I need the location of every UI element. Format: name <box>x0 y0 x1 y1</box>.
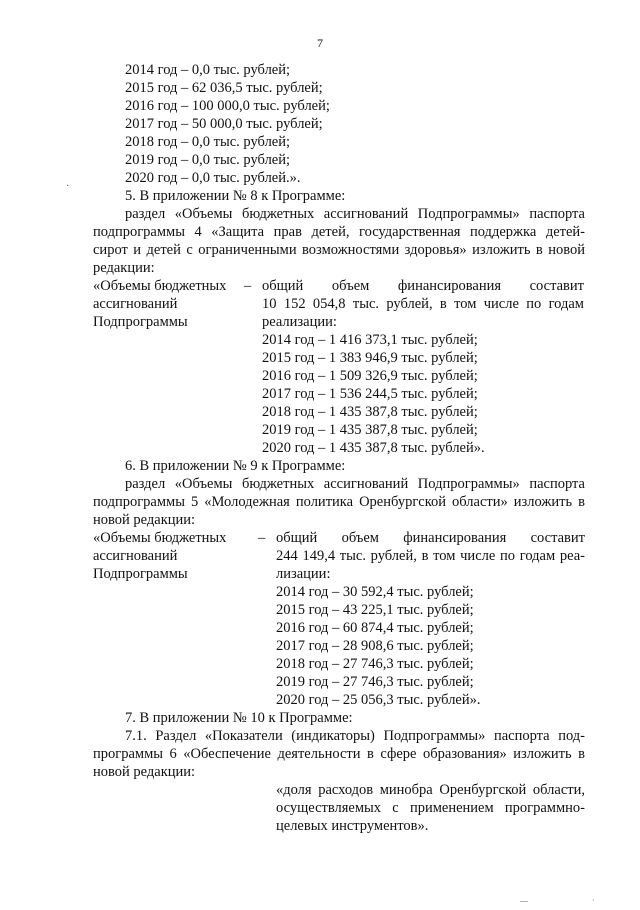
section-heading: 7. В приложении № 10 к Программе: <box>125 710 353 726</box>
financing-line: реализации: <box>262 314 337 330</box>
scan-speck: · <box>592 896 595 905</box>
section-heading: 5. В приложении № 8 к Программе: <box>125 188 346 204</box>
year-line: 2014 год – 1 416 373,1 тыс. рублей; <box>262 332 478 348</box>
year-line: 2017 год – 28 908,6 тыс. рублей; <box>276 638 474 654</box>
year-line: 2015 год – 1 383 946,9 тыс. рублей; <box>262 350 478 366</box>
paragraph-line: редакции: <box>93 260 155 276</box>
paragraph-line: раздел «Объемы бюджетных ассигнований Подпрограммы» паспорта <box>125 476 585 492</box>
year-line: 2019 год – 0,0 тыс. рублей; <box>125 152 291 168</box>
volume-label: «Объемы бюджетных ассигнований Подпрограммы <box>93 278 227 331</box>
quote-line: целевых инструментов». <box>276 818 429 834</box>
dash: – <box>258 530 266 546</box>
year-line: 2014 год – 0,0 тыс. рублей; <box>125 62 291 78</box>
paragraph-line: подпрограммы 4 «Защита прав детей, государственная поддержка детей- <box>93 224 585 240</box>
paragraph-line: новой редакции: <box>93 512 196 528</box>
quote-line: «доля расходов минобра Оренбургской области, <box>276 782 585 798</box>
paragraph-line: сирот и детей с ограниченными возможностями здоровья» изложить в новой <box>93 242 585 258</box>
paragraph-line: новой редакции: <box>93 764 196 780</box>
year-line: 2016 год – 60 874,4 тыс. рублей; <box>276 620 474 636</box>
paragraph-line: подпрограммы 5 «Молодежная политика Оренбургской области» изложить в <box>93 494 585 510</box>
year-line: 2018 год – 0,0 тыс. рублей; <box>125 134 291 150</box>
year-line: 2019 год – 27 746,3 тыс. рублей; <box>276 674 474 690</box>
year-line: 2018 год – 27 746,3 тыс. рублей; <box>276 656 474 672</box>
volume-label: «Объемы бюджетных ассигнований Подпрограммы <box>93 530 227 583</box>
financing-line: лизации: <box>276 566 331 582</box>
year-line: 2016 год – 1 509 326,9 тыс. рублей; <box>262 368 478 384</box>
dash: – <box>244 278 252 294</box>
scan-speck: · <box>66 181 70 192</box>
year-line: 2020 год – 25 056,3 тыс. рублей». <box>276 692 481 708</box>
year-line: 2020 год – 1 435 387,8 тыс. рублей». <box>262 440 485 456</box>
financing-line: 244 149,4 тыс. рублей, в том числе по годам реа- <box>276 548 585 564</box>
year-line: 2017 год – 1 536 244,5 тыс. рублей; <box>262 386 478 402</box>
year-line: 2016 год – 100 000,0 тыс. рублей; <box>125 98 330 114</box>
paragraph-line: программы 6 «Обеспечение деятельности в сфере образования» изложить в <box>93 746 585 762</box>
section-heading: 6. В приложении № 9 к Программе: <box>125 458 346 474</box>
page-number: 7 <box>317 36 323 50</box>
paragraph-line: раздел «Объемы бюджетных ассигнований Подпрограммы» паспорта <box>125 206 585 222</box>
scan-speck: — <box>520 896 528 905</box>
year-line: 2018 год – 1 435 387,8 тыс. рублей; <box>262 404 478 420</box>
year-line: 2019 год – 1 435 387,8 тыс. рублей; <box>262 422 478 438</box>
year-line: 2015 год – 62 036,5 тыс. рублей; <box>125 80 323 96</box>
financing-line: 10 152 054,8 тыс. рублей, в том числе по годам <box>262 296 584 312</box>
financing-line: общий объем финансирования составит <box>276 530 585 546</box>
financing-line: общий объем финансирования составит <box>262 278 584 294</box>
year-line: 2014 год – 30 592,4 тыс. рублей; <box>276 584 474 600</box>
year-line: 2017 год – 50 000,0 тыс. рублей; <box>125 116 323 132</box>
paragraph-line: 7.1. Раздел «Показатели (индикаторы) Подпрограммы» паспорта под- <box>125 728 585 744</box>
quote-line: осуществляемых с применением программно- <box>276 800 585 816</box>
year-line: 2020 год – 0,0 тыс. рублей.». <box>125 170 301 186</box>
year-line: 2015 год – 43 225,1 тыс. рублей; <box>276 602 474 618</box>
